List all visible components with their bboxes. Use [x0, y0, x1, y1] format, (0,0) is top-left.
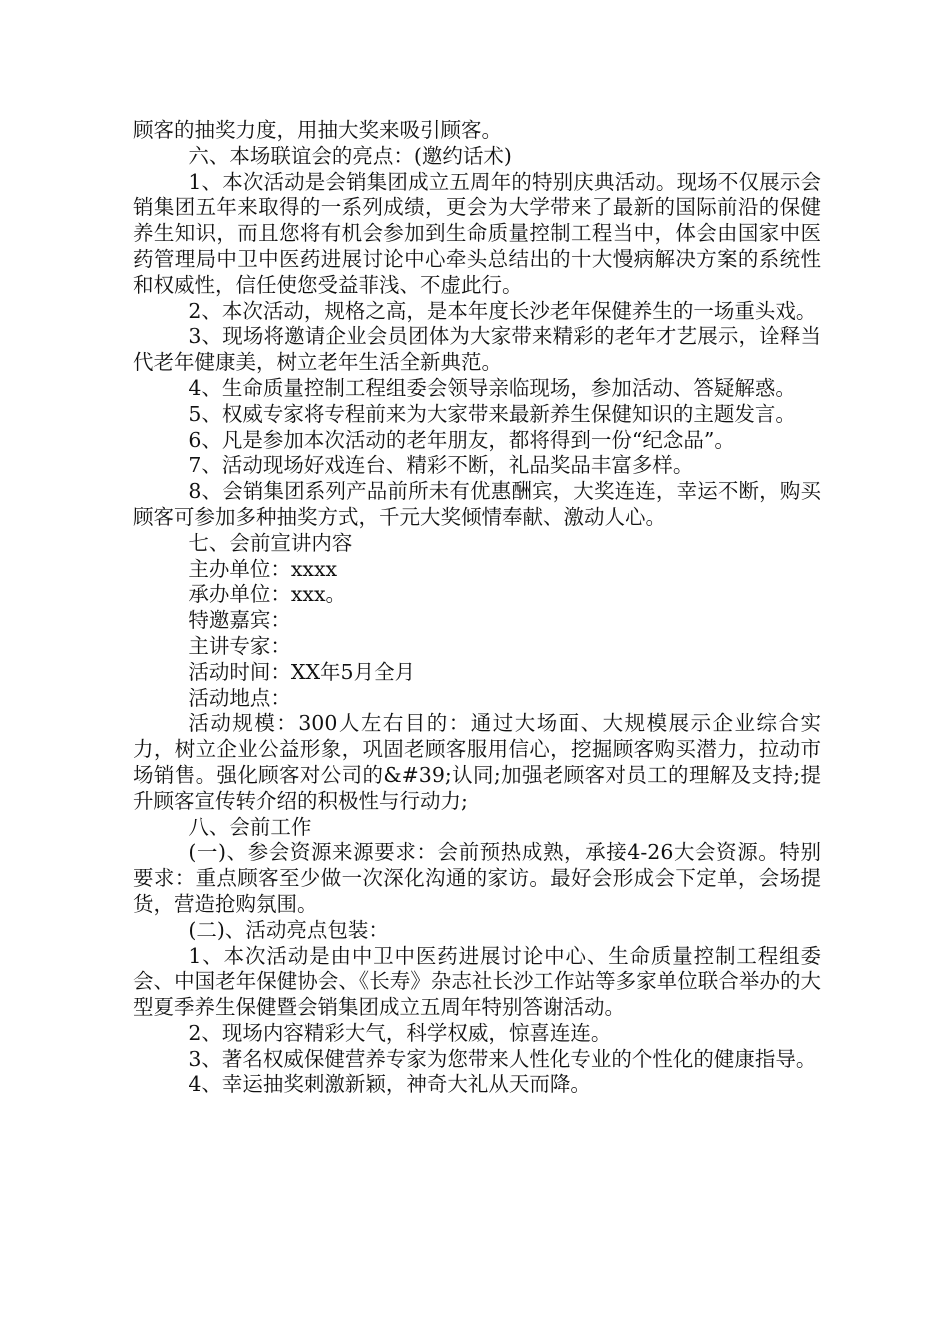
paragraph: 2、本次活动，规格之高，是本年度长沙老年保健养生的一场重头戏。	[188, 298, 817, 323]
paragraph: 3、现场将邀请企业会员团体为大家带来精彩的老年才艺展示，诠释当代老年健康美，树立老年生活全新典范。	[133, 324, 821, 375]
paragraph: (一)、参会资源来源要求：会前预热成熟，承接4-26大会资源。特别要求：重点顾客至少做一次深化沟通的家访。最好会形成会下定单，会场提货，营造抢购氛围。	[133, 840, 821, 916]
info-line-guests: 特邀嘉宾：	[188, 608, 291, 633]
paragraph: 1、本次活动是会销集团成立五周年的特别庆典活动。现场不仅展示会销集团五年来取得的一系列成绩，更会为大学带来了最新的国际前沿的保健养生知识，而且您将有机会参加到生命质量控制工程当中，体会由国家中医药管理局中卫中医药进展讨论中心牵头总结出的十大慢病解决方案的系统性和权威性，信任使您受益菲浅、不虚此行。	[133, 169, 821, 297]
paragraph: 7、活动现场好戏连台、精彩不断，礼品奖品丰富多样。	[188, 453, 694, 478]
paragraph: 顾客的抽奖力度，用抽大奖来吸引顾客。	[133, 118, 502, 142]
section-heading-presentation: 七、会前宣讲内容	[188, 530, 353, 555]
paragraph: 5、权威专家将专程前来为大家带来最新养生保健知识的主题发言。	[188, 401, 796, 426]
paragraph: 4、生命质量控制工程组委会领导亲临现场，参加活动、答疑解惑。	[188, 375, 796, 400]
info-line-location: 活动地点：	[188, 685, 291, 710]
paragraph: 6、凡是参加本次活动的老年朋友，都将得到一份“纪念品”。	[188, 427, 735, 452]
info-line-speaker: 主讲专家：	[188, 633, 291, 658]
paragraph: 8、会销集团系列产品前所未有优惠酬宾，大奖连连，幸运不断，购买顾客可参加多种抽奖方式，千元大奖倾情奉献、激动人心。	[133, 479, 821, 529]
document-body	[133, 118, 821, 1098]
paragraph: 1、本次活动是由中卫中医药进展讨论中心、生命质量控制工程组委会、中国老年保健协会、《长寿》杂志社长沙工作站等多家单位联合举办的大型夏季养生保健暨会销集团成立五周年特别答谢活动。	[133, 943, 821, 1020]
paragraph: 3、著名权威保健营养专家为您带来人性化专业的个性化的健康指导。	[188, 1046, 817, 1071]
info-line-scale: 活动规模：300人左右目的：通过大场面、大规模展示企业综合实力，树立企业公益形象，巩固老顾客服用信心，挖掘顾客购买潜力，拉动市场销售。强化顾客对公司的&#39;认同;加强老顾客对员工的理解及支持;提升顾客宣传转介绍的积极性与行动力;	[133, 711, 821, 813]
info-line-organizer: 主办单位：xxxx	[188, 556, 338, 581]
info-line-time: 活动时间：XX年5月全月	[188, 659, 416, 684]
info-line-co-organizer: 承办单位：xxx。	[188, 582, 347, 607]
subsection-heading-highlights: (二)、活动亮点包装：	[188, 917, 389, 942]
section-heading-highlights: 六、本场联谊会的亮点：(邀约话术)	[188, 143, 512, 168]
section-heading-preparation: 八、会前工作	[188, 814, 312, 839]
paragraph: 4、幸运抽奖刺激新颖，神奇大礼从天而降。	[188, 1072, 591, 1097]
paragraph: 2、现场内容精彩大气，科学权威，惊喜连连。	[188, 1020, 612, 1045]
